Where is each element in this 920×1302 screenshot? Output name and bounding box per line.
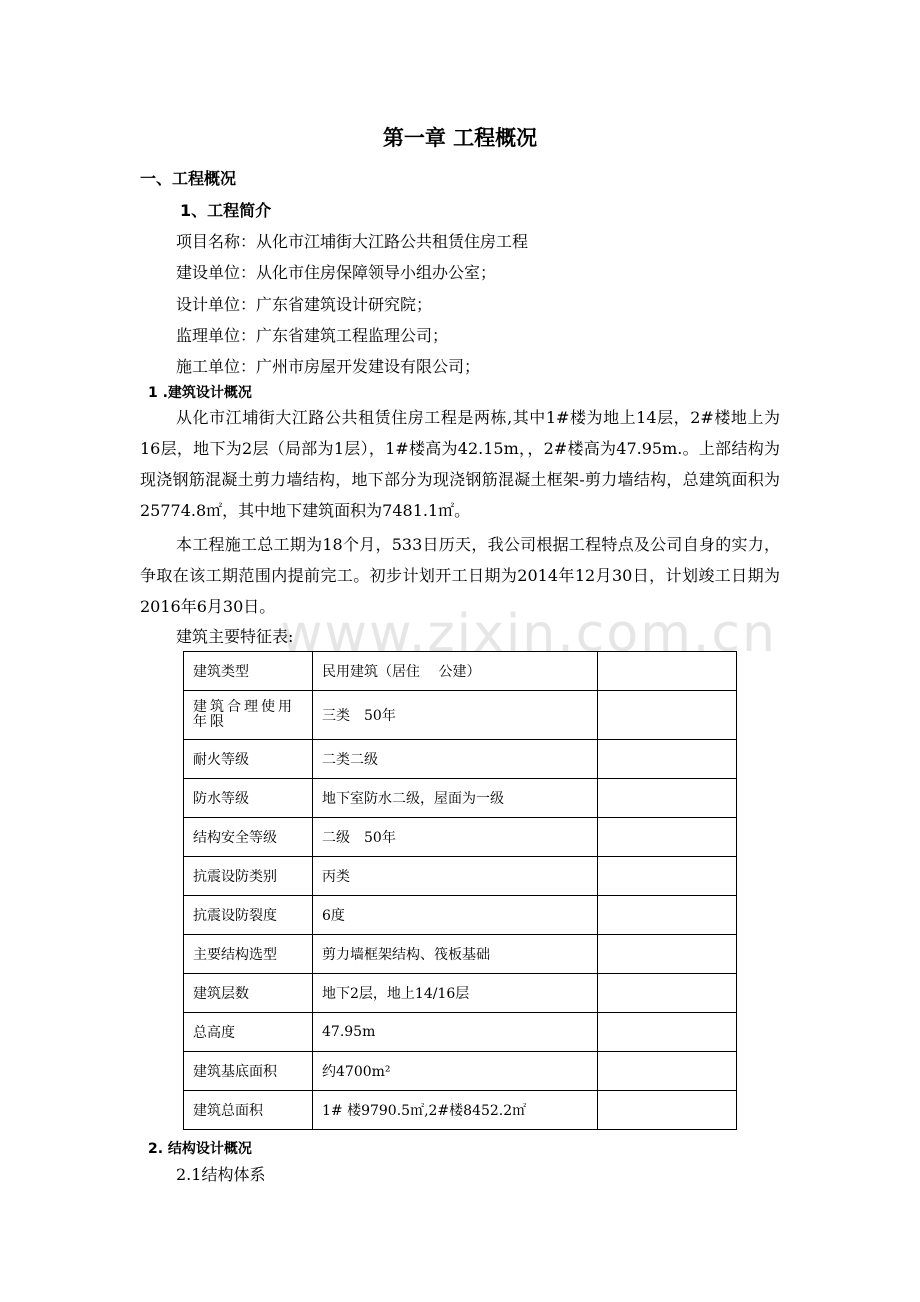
schedule-paragraph: 本工程施工总工期为18个月，533日历天，我公司根据工程特点及公司自身的实力，争取在该工期范围内提前完工。初步计划开工日期为2014年12月30日，计划竣工日期为2016年6月30日。: [140, 535, 780, 616]
row-extra: [598, 652, 737, 691]
row-extra: [598, 974, 737, 1013]
row-value: 地下2层，地上14/16层: [313, 974, 598, 1013]
row-value: 约4700m²: [313, 1052, 598, 1091]
table-row: [184, 691, 737, 740]
table-row: [184, 652, 737, 691]
designer-line: 设计单位：广东省建筑设计研究院；: [176, 295, 433, 314]
arch-design-heading: 1 .建筑设计概况: [148, 385, 252, 401]
row-label: 总高度: [184, 1013, 313, 1052]
row-label: 建筑类型: [184, 652, 313, 691]
table-row: [184, 1013, 737, 1052]
row-value: 47.95m: [313, 1013, 598, 1052]
row-value: 1# 楼9790.5㎡,2#楼8452.2㎡: [313, 1091, 598, 1130]
table-row: [184, 818, 737, 857]
table-row: [184, 935, 737, 974]
project-name-line: 项目名称：从化市江埔街大江路公共租赁住房工程: [176, 232, 529, 251]
row-label: 防水等级: [184, 779, 313, 818]
row-value: 二类二级: [313, 740, 598, 779]
table-row: [184, 779, 737, 818]
table-row: [184, 1052, 737, 1091]
table-caption: 建筑主要特征表:: [176, 627, 294, 646]
row-label: 抗震设防裂度: [184, 896, 313, 935]
row-value: 剪力墙框架结构、筏板基础: [313, 935, 598, 974]
table-row: [184, 974, 737, 1013]
row-value: 地下室防水二级，屋面为一级: [313, 779, 598, 818]
row-extra: [598, 740, 737, 779]
row-extra: [598, 1091, 737, 1130]
table-row: [184, 1091, 737, 1130]
row-value: 三类 50年: [313, 691, 598, 740]
arch-paragraph: 从化市江埔街大江路公共租赁住房工程是两栋,其中1#楼为地上14层，2#楼地上为16层，地下为2层（局部为1层），1#楼高为42.15m，，2#楼高为47.95m.。上部结构为现浇钢筋混凝土剪力墙结构，地下部分为现浇钢筋混凝土框架-剪力墙结构，总建筑面积为25774.8㎡，其中地下建筑面积为7481.1㎡。: [140, 408, 780, 520]
watermark: www.zixin.com.cn: [280, 604, 777, 664]
row-label: 建筑合理使用年限: [193, 699, 295, 730]
table-row: [184, 740, 737, 779]
row-label: 抗震设防类别: [184, 857, 313, 896]
row-value: 6度: [313, 896, 598, 935]
row-label: 结构安全等级: [184, 818, 313, 857]
row-extra: [598, 1013, 737, 1052]
contractor-line: 施工单位：广州市房屋开发建设有限公司；: [176, 357, 481, 376]
struct-system-heading: 2.1结构体系: [176, 1165, 266, 1184]
row-extra: [598, 896, 737, 935]
struct-design-heading: 2. 结构设计概况: [148, 1141, 252, 1157]
row-extra: [598, 818, 737, 857]
section-heading: 一、工程概况: [140, 169, 237, 188]
table-row: [184, 857, 737, 896]
row-label: 建筑层数: [184, 974, 313, 1013]
row-label: 主要结构选型: [184, 935, 313, 974]
row-extra: [598, 779, 737, 818]
supervisor-line: 监理单位：广东省建筑工程监理公司；: [176, 326, 449, 345]
table-row: [184, 896, 737, 935]
row-extra: [598, 691, 737, 740]
subsection-heading: 1、工程简介: [180, 201, 272, 220]
row-extra: [598, 857, 737, 896]
row-value: 二级 50年: [313, 818, 598, 857]
spec-table: [183, 651, 737, 1130]
chapter-title: 第一章 工程概况: [382, 126, 538, 150]
row-extra: [598, 1052, 737, 1091]
row-extra: [598, 935, 737, 974]
row-value: 民用建筑（居住 公建）: [313, 652, 598, 691]
row-label: 耐火等级: [184, 740, 313, 779]
row-value: 丙类: [313, 857, 598, 896]
owner-line: 建设单位：从化市住房保障领导小组办公室；: [176, 263, 497, 282]
row-label: 建筑基底面积: [184, 1052, 313, 1091]
row-label: 建筑总面积: [184, 1091, 313, 1130]
